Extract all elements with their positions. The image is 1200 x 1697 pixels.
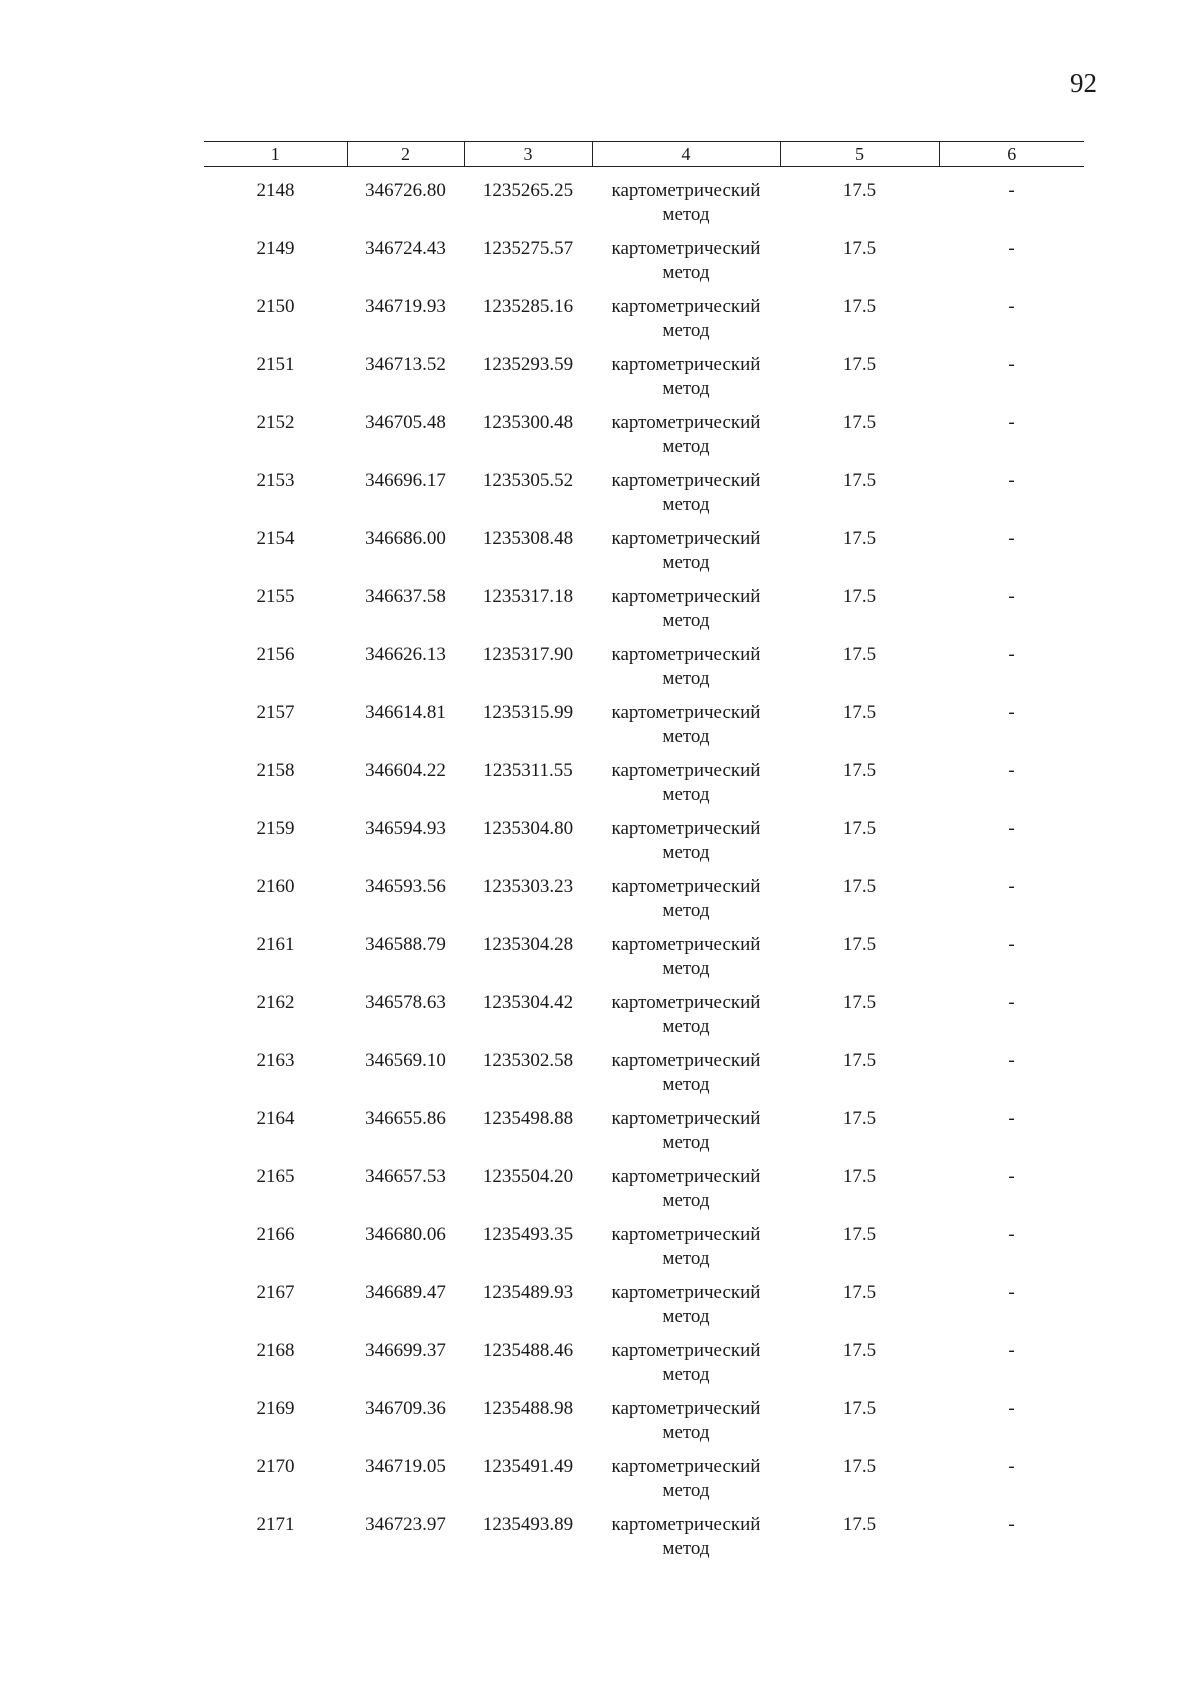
table-row [204,933,1084,991]
point-number-cell: 2153 [256,470,295,491]
method-cell [592,585,780,643]
method-line-2: метод [662,1306,710,1327]
coordinate-y-cell: 1235491.49 [482,1456,574,1477]
column-header-6: 6 [939,142,1084,167]
coordinate-x-cell: 346724.43 [365,238,446,259]
coordinate-x-cell: 346637.58 [365,586,446,607]
note-cell: - [1008,934,1015,955]
method-cell [592,1165,780,1223]
method-cell [592,527,780,585]
accuracy-cell: 17.5 [842,1050,877,1071]
header-row [204,142,1084,167]
table-row [204,1339,1084,1397]
method-line-2: метод [662,958,710,979]
point-number-cell: 2163 [256,1050,295,1071]
coordinate-y-cell: 1235317.90 [482,644,574,665]
table-row [204,1397,1084,1455]
coordinate-y-cell: 1235317.18 [482,586,574,607]
method-line-2: метод [662,552,710,573]
method-cell [592,411,780,469]
coordinates-table [204,141,1084,1571]
accuracy-cell: 17.5 [842,1224,877,1245]
point-number-cell: 2148 [256,180,295,201]
accuracy-cell: 17.5 [842,1398,877,1419]
table-row [204,585,1084,643]
note-cell: - [1008,354,1015,375]
method-line-1: картометрический [611,1050,761,1071]
coordinate-x-cell: 346689.47 [365,1282,446,1303]
coordinate-x-cell: 346578.63 [365,992,446,1013]
point-number-cell: 2157 [256,702,295,723]
coordinate-x-cell: 346655.86 [365,1108,446,1129]
note-cell: - [1008,1166,1015,1187]
point-number-cell: 2154 [256,528,295,549]
method-line-2: метод [662,1190,710,1211]
method-line-1: картометрический [611,1340,761,1361]
accuracy-cell: 17.5 [842,1340,877,1361]
method-cell [592,353,780,411]
method-cell [592,1223,780,1281]
accuracy-cell: 17.5 [842,992,877,1013]
coordinate-x-cell: 346719.93 [365,296,446,317]
point-number-cell: 2156 [256,644,295,665]
note-cell: - [1008,470,1015,491]
table-row [204,875,1084,933]
table-row [204,1513,1084,1571]
method-line-1: картометрический [611,760,761,781]
method-cell [592,1049,780,1107]
method-line-1: картометрический [611,1514,761,1535]
coordinate-x-cell: 346657.53 [365,1166,446,1187]
coordinate-x-cell: 346593.56 [365,876,446,897]
note-cell: - [1008,992,1015,1013]
coordinate-y-cell: 1235311.55 [483,760,573,781]
note-cell: - [1008,1456,1015,1477]
coordinate-y-cell: 1235493.89 [482,1514,574,1535]
point-number-cell: 2165 [256,1166,295,1187]
method-cell [592,469,780,527]
method-line-2: метод [662,726,710,747]
coordinate-x-cell: 346719.05 [365,1456,446,1477]
note-cell: - [1008,760,1015,781]
point-number-cell: 2168 [256,1340,295,1361]
method-line-2: метод [662,1074,710,1095]
method-line-2: метод [662,842,710,863]
method-cell [592,237,780,295]
table-row [204,1223,1084,1281]
accuracy-cell: 17.5 [842,1514,877,1535]
method-line-2: метод [662,668,710,689]
table-row [204,237,1084,295]
coordinate-y-cell: 1235265.25 [482,180,574,201]
note-cell: - [1008,586,1015,607]
column-header-3: 3 [464,142,592,167]
coordinate-y-cell: 1235488.46 [482,1340,574,1361]
method-cell [592,643,780,701]
method-line-1: картометрический [611,1224,761,1245]
table-row [204,991,1084,1049]
point-number-cell: 2159 [256,818,295,839]
point-number-cell: 2170 [256,1456,295,1477]
method-line-1: картометрический [611,1166,761,1187]
method-line-1: картометрический [611,644,761,665]
method-line-1: картометрический [611,702,761,723]
point-number-cell: 2171 [256,1514,295,1535]
method-cell [592,295,780,353]
coordinate-y-cell: 1235304.42 [482,992,574,1013]
note-cell: - [1008,1224,1015,1245]
coordinate-x-cell: 346604.22 [365,760,446,781]
note-cell: - [1008,818,1015,839]
point-number-cell: 2151 [256,354,295,375]
method-line-2: метод [662,610,710,631]
table-row [204,1165,1084,1223]
coordinate-x-cell: 346713.52 [365,354,446,375]
note-cell: - [1008,412,1015,433]
accuracy-cell: 17.5 [842,702,877,723]
accuracy-cell: 17.5 [842,1166,877,1187]
accuracy-cell: 17.5 [842,586,877,607]
table-body [204,167,1084,1572]
coordinate-x-cell: 346614.81 [365,702,446,723]
coordinate-y-cell: 1235304.28 [482,934,574,955]
coordinate-x-cell: 346569.10 [365,1050,446,1071]
method-cell [592,1281,780,1339]
note-cell: - [1008,876,1015,897]
accuracy-cell: 17.5 [842,1456,877,1477]
method-line-1: картометрический [611,992,761,1013]
method-line-1: картометрический [611,586,761,607]
note-cell: - [1008,296,1015,317]
table-row [204,411,1084,469]
method-line-1: картометрический [611,1456,761,1477]
coordinate-y-cell: 1235498.88 [482,1108,574,1129]
coordinate-x-cell: 346626.13 [365,644,446,665]
method-line-1: картометрический [611,354,761,375]
table-row [204,353,1084,411]
method-cell [592,875,780,933]
coordinate-y-cell: 1235275.57 [482,238,574,259]
coordinate-y-cell: 1235308.48 [482,528,574,549]
column-header-5: 5 [780,142,939,167]
point-number-cell: 2158 [256,760,295,781]
method-cell [592,1339,780,1397]
coordinate-x-cell: 346696.17 [365,470,446,491]
point-number-cell: 2150 [256,296,295,317]
coordinate-y-cell: 1235315.99 [482,702,574,723]
coordinate-x-cell: 346594.93 [365,818,446,839]
accuracy-cell: 17.5 [842,760,877,781]
point-number-cell: 2166 [256,1224,295,1245]
accuracy-cell: 17.5 [842,818,877,839]
coordinate-x-cell: 346686.00 [365,528,446,549]
table-row [204,759,1084,817]
page-number: 92 [1070,68,1097,98]
accuracy-cell: 17.5 [842,876,877,897]
table-row [204,817,1084,875]
method-line-1: картометрический [611,296,761,317]
accuracy-cell: 17.5 [842,180,877,201]
method-line-2: метод [662,204,710,225]
note-cell: - [1008,1050,1015,1071]
accuracy-cell: 17.5 [842,528,877,549]
coordinate-x-cell: 346726.80 [365,180,446,201]
note-cell: - [1008,238,1015,259]
method-line-1: картометрический [611,818,761,839]
table-row [204,1455,1084,1513]
coordinate-y-cell: 1235285.16 [482,296,574,317]
method-cell [592,991,780,1049]
note-cell: - [1008,1282,1015,1303]
note-cell: - [1008,1108,1015,1129]
table-row [204,1049,1084,1107]
table-row [204,643,1084,701]
point-number-cell: 2164 [256,1108,295,1129]
method-cell [592,1397,780,1455]
coordinate-x-cell: 346705.48 [365,412,446,433]
coordinate-y-cell: 1235293.59 [482,354,574,375]
coordinate-x-cell: 346588.79 [365,934,446,955]
method-line-1: картометрический [611,1398,761,1419]
method-cell [592,933,780,991]
method-line-2: метод [662,1016,710,1037]
accuracy-cell: 17.5 [842,1282,877,1303]
column-header-1: 1 [204,142,347,167]
method-cell [592,167,780,238]
method-line-2: метод [662,436,710,457]
method-line-2: метод [662,784,710,805]
note-cell: - [1008,180,1015,201]
method-line-2: метод [662,1538,710,1559]
method-cell [592,759,780,817]
table-row [204,1107,1084,1165]
coordinate-y-cell: 1235489.93 [482,1282,574,1303]
method-line-1: картометрический [611,876,761,897]
method-line-2: метод [662,1132,710,1153]
note-cell: - [1008,528,1015,549]
method-line-2: метод [662,1248,710,1269]
method-cell [592,1107,780,1165]
coordinate-y-cell: 1235302.58 [482,1050,574,1071]
table-row [204,701,1084,759]
method-line-2: метод [662,494,710,515]
coordinate-x-cell: 346680.06 [365,1224,446,1245]
table-header [204,142,1084,167]
accuracy-cell: 17.5 [842,238,877,259]
method-line-1: картометрический [611,412,761,433]
note-cell: - [1008,644,1015,665]
note-cell: - [1008,1514,1015,1535]
table-row [204,1281,1084,1339]
accuracy-cell: 17.5 [842,470,877,491]
table-row [204,527,1084,585]
method-line-2: метод [662,1422,710,1443]
point-number-cell: 2155 [256,586,295,607]
coordinate-y-cell: 1235303.23 [482,876,574,897]
accuracy-cell: 17.5 [842,934,877,955]
point-number-cell: 2169 [256,1398,295,1419]
point-number-cell: 2167 [256,1282,295,1303]
method-line-1: картометрический [611,470,761,491]
column-header-2: 2 [347,142,464,167]
coordinate-y-cell: 1235504.20 [482,1166,574,1187]
method-line-1: картометрический [611,1282,761,1303]
coordinate-y-cell: 1235493.35 [482,1224,574,1245]
point-number-cell: 2152 [256,412,295,433]
method-line-2: метод [662,1480,710,1501]
table-row [204,295,1084,353]
coordinate-y-cell: 1235300.48 [482,412,574,433]
method-line-1: картометрический [611,934,761,955]
accuracy-cell: 17.5 [842,412,877,433]
point-number-cell: 2160 [256,876,295,897]
method-cell [592,817,780,875]
method-cell [592,1455,780,1513]
note-cell: - [1008,702,1015,723]
method-cell [592,1513,780,1571]
coordinate-y-cell: 1235304.80 [482,818,574,839]
method-line-2: метод [662,900,710,921]
accuracy-cell: 17.5 [842,1108,877,1129]
method-line-2: метод [662,378,710,399]
method-line-1: картометрический [611,180,761,201]
accuracy-cell: 17.5 [842,296,877,317]
coordinate-x-cell: 346709.36 [365,1398,446,1419]
coordinate-y-cell: 1235488.98 [482,1398,574,1419]
method-line-2: метод [662,1364,710,1385]
column-header-4: 4 [592,142,780,167]
method-cell [592,701,780,759]
coordinate-x-cell: 346699.37 [365,1340,446,1361]
table-row [204,469,1084,527]
point-number-cell: 2161 [256,934,295,955]
method-line-2: метод [662,262,710,283]
note-cell: - [1008,1398,1015,1419]
coordinate-x-cell: 346723.97 [365,1514,446,1535]
table-row [204,167,1084,238]
point-number-cell: 2162 [256,992,295,1013]
method-line-1: картометрический [611,528,761,549]
method-line-1: картометрический [611,238,761,259]
note-cell: - [1008,1340,1015,1361]
method-line-2: метод [662,320,710,341]
method-line-1: картометрический [611,1108,761,1129]
point-number-cell: 2149 [256,238,295,259]
coordinate-y-cell: 1235305.52 [482,470,574,491]
accuracy-cell: 17.5 [842,644,877,665]
accuracy-cell: 17.5 [842,354,877,375]
